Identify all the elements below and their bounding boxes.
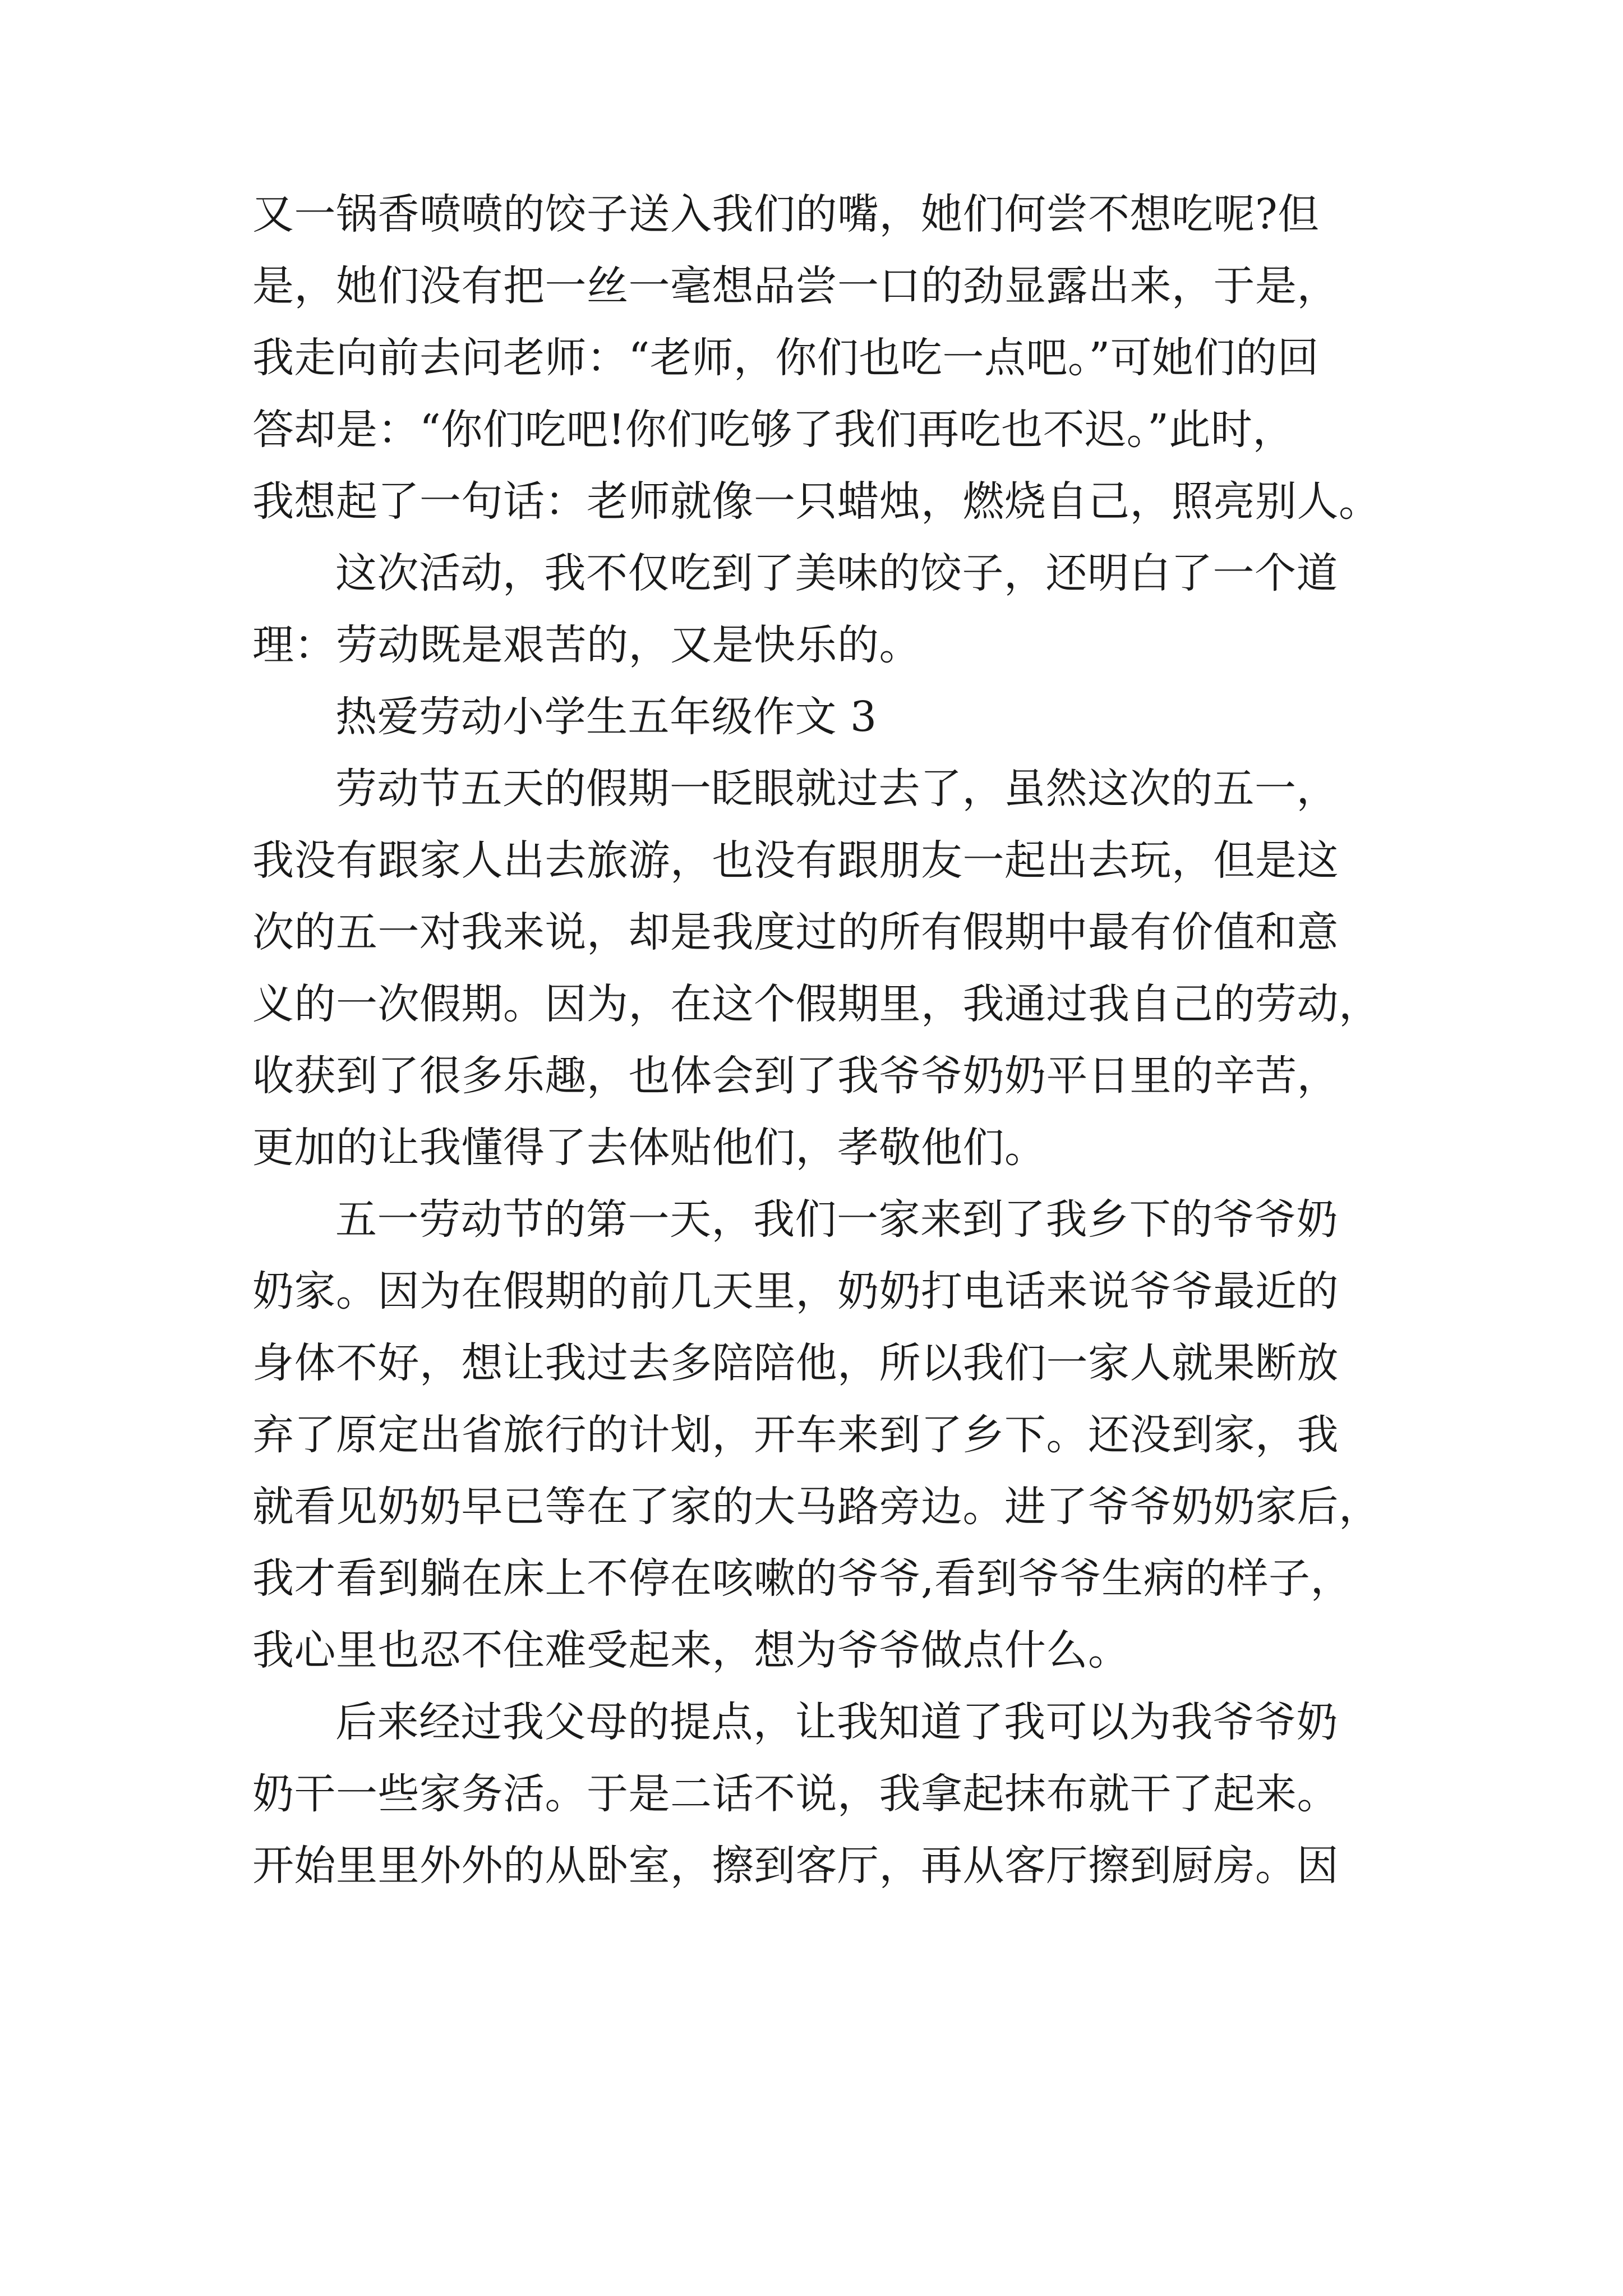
text-line: 身体不好，想让我过去多陪陪他，所以我们一家人就果断放 (252, 1339, 1339, 1387)
text-line: 更加的让我懂得了去体贴他们，孝敬他们。 (252, 1124, 1046, 1172)
text-line: 义的一次假期。因为，在这个假期里，我通过我自己的劳动， (252, 980, 1381, 1028)
text-line: 我想起了一句话：老师就像一只蜡烛，燃烧自己，照亮别人。 (252, 477, 1381, 526)
text-line: 就看见奶奶早已等在了家的大马路旁边。进了爷爷奶奶家后， (252, 1483, 1381, 1531)
text-line: 收获到了很多乐趣，也体会到了我爷爷奶奶平日里的辛苦， (252, 1052, 1339, 1100)
text-line: 我走向前去问老师：“老师，你们也吃一点吧。”可她们的回 (252, 334, 1320, 382)
text-line: 答却是：“你们吃吧!你们吃够了我们再吃也不迟。”此时， (252, 406, 1294, 454)
paragraph-start-line: 劳动节五天的假期一眨眼就过去了，虽然这次的五一， (335, 765, 1338, 813)
text-line: 我没有跟家人出去旅游，也没有跟朋友一起出去玩，但是这 (252, 836, 1339, 885)
text-line: 次的五一对我来说，却是我度过的所有假期中最有价值和意 (252, 908, 1339, 956)
text-line: 奶家。因为在假期的前几天里，奶奶打电话来说爷爷最近的 (252, 1267, 1339, 1315)
text-line: 我心里也忍不住难受起来，想为爷爷做点什么。 (252, 1626, 1130, 1674)
text-line: 是，她们没有把一丝一毫想品尝一口的劲显露出来，于是， (252, 262, 1339, 310)
text-line: 理：劳动既是艰苦的，又是快乐的。 (252, 621, 921, 669)
text-line: 又一锅香喷喷的饺子送入我们的嘴，她们何尝不想吃呢?但 (252, 190, 1320, 238)
document-body (252, 178, 1381, 1902)
text-line: 弃了原定出省旅行的计划，开车来到了乡下。还没到家，我 (252, 1411, 1339, 1459)
paragraph-start-line: 这次活动，我不仅吃到了美味的饺子，还明白了一个道 (335, 549, 1338, 597)
section-heading: 热爱劳动小学生五年级作文 3 (335, 693, 877, 741)
text-line: 我才看到躺在床上不停在咳嗽的爷爷,看到爷爷生病的样子， (252, 1554, 1353, 1603)
paragraph-start-line: 后来经过我父母的提点，让我知道了我可以为我爷爷奶 (335, 1698, 1338, 1746)
text-line: 开始里里外外的从卧室，擦到客厅，再从客厅擦到厨房。因 (252, 1842, 1339, 1890)
text-line: 奶干一些家务活。于是二话不说，我拿起抹布就干了起来。 (252, 1770, 1339, 1818)
paragraph-start-line: 五一劳动节的第一天，我们一家来到了我乡下的爷爷奶 (335, 1195, 1338, 1244)
